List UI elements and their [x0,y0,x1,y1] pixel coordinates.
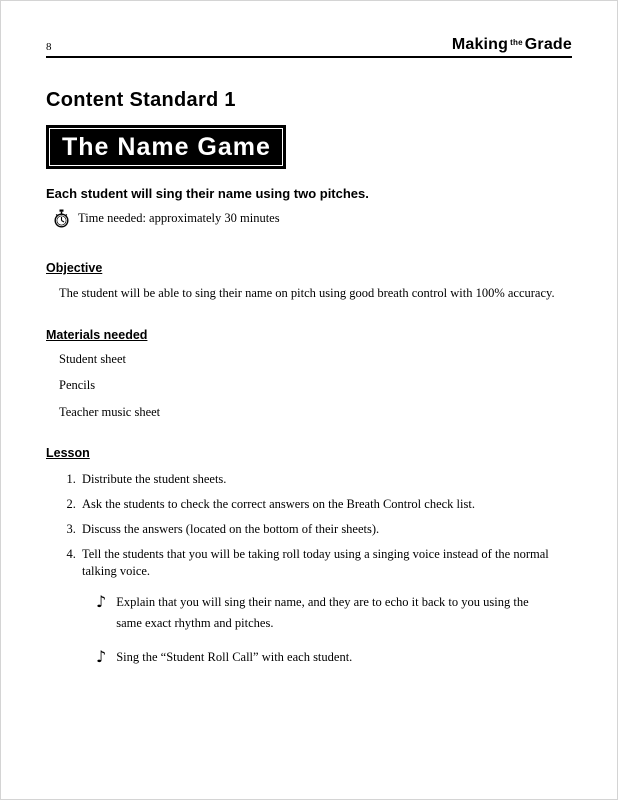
brand-logo [452,37,572,53]
content-standard-title: Content Standard 1 [46,89,236,111]
title-banner [46,125,286,169]
materials-heading: Materials needed [46,327,148,342]
brand-word-making: Making [451,36,509,53]
eighth-note-icon: ♪ [96,592,107,612]
material-item: Teacher music sheet [59,404,161,419]
banner-text: The Name Game [62,132,271,161]
sub-bullet [96,592,572,633]
sub-bullet-text: Explain that you will sing their name, and they are to echo it back to you using the same exact rhythm and pitches. [116,595,529,630]
sub-bullet-text: Sing the “Student Roll Call” with each student. [116,649,353,664]
eighth-note-icon: ♪ [96,646,107,666]
material-item: Student sheet [59,351,127,366]
sub-bullet [96,647,572,668]
objective-body: The student will be able to sing their name on pitch using good breath control with 100% accuracy. [59,286,555,300]
page-header [46,37,572,58]
lesson-subtitle: Each student will sing their name using two pitches. [46,186,369,201]
stopwatch-icon [53,209,70,228]
time-needed-text: Time needed: approximately 30 minutes [78,211,280,225]
lesson-step: 4. Tell the students that you will be taking roll today using a singing voice instead of the normal talking voice. [79,546,572,580]
material-item: Pencils [59,378,96,392]
lesson-steps [49,471,572,579]
objective-heading: Objective [46,261,103,275]
lesson-heading: Lesson [46,446,90,460]
time-needed-row [53,209,572,228]
page-number: 8 [46,41,52,53]
brand-word-the: the [510,38,523,47]
brand-word-grade: Grade [524,36,572,53]
lesson-step: 2. Ask the students to check the correct answers on the Breath Control check list. [79,496,572,513]
lesson-step: 3. Discuss the answers (located on the bottom of their sheets). [79,521,572,538]
lesson-step: 1. Distribute the student sheets. [79,471,572,488]
